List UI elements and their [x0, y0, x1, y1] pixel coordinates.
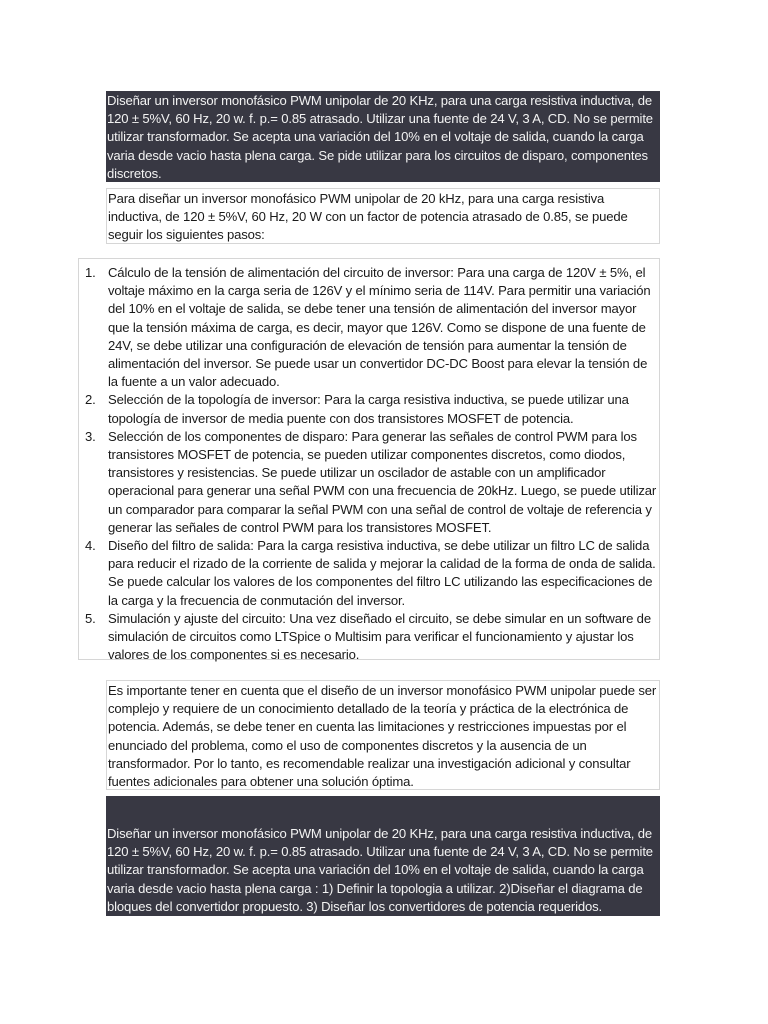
answer-intro-block — [106, 188, 660, 244]
note-block — [106, 680, 660, 790]
step-number: 3. — [85, 428, 96, 444]
step-item — [79, 537, 657, 610]
step-item — [79, 391, 657, 427]
step-item — [79, 610, 657, 665]
question-2-text: Diseñar un inversor monofásico PWM unipolar de 20 KHz, para una carga resistiva inductiva, de 120 ± 5%V, 60 Hz, 20 w. f. p.= 0.85 atrasado. Utilizar una fuente de 24 V, 3 A, CD. No se permite utilizar transformador. Se acepta una variación del 10% en el voltaje de salida, cuando la carga varia desde vacio hasta plena carga : 1) Definir la topologia a utilizar. 2)Diseñar el diagrama de bloques del convertidor propuesto. 3) Diseñar los convertidores de potencia requeridos. — [107, 826, 653, 914]
step-item — [79, 264, 657, 391]
step-number: 1. — [85, 265, 96, 280]
step-text: Selección de la topología de inversor: Para la carga resistiva inductiva, se puede utilizar una topología de inversor de media puente con dos transistores MOSFET de potencia. — [108, 392, 629, 426]
step-text: Diseño del filtro de salida: Para la carga resistiva inductiva, se debe utilizar un filtro LC de salida para reducir el rizado de la corriente de salida y mejorar la calidad de la forma de onda de salida. Se puede calcular los valores de los componentes del filtro LC utilizando las especificaciones de la carga y la frecuencia de conmutación del inversor. — [108, 538, 656, 608]
question-1-text: Diseñar un inversor monofásico PWM unipolar de 20 KHz, para una carga resistiva inductiva, de 120 ± 5%V, 60 Hz, 20 w. f. p.= 0.85 atrasado. Utilizar una fuente de 24 V, 3 A, CD. No se permite utilizar transformador. Se acepta una variación del 10% en el voltaje de salida, cuando la carga varia desde vacio hasta plena carga. Se pide utilizar para los circuitos de disparo, componentes discretos. — [107, 93, 653, 181]
step-number: 2. — [85, 392, 96, 408]
step-text: Cálculo de la tensión de alimentación del circuito de inversor: Para una carga de 120V ± 5%, el voltaje máximo en la carga seria de 126V y el mínimo seria de 114V. Para permitir una variación del 10% en el voltaje de salida, se debe tener una tensión de alimentación del inversor mayor que la tensión máxima de carga, es decir, mayor que 126V. Como se dispone de una fuente de 24V, se debe utilizar una configuración de elevación de tensión para aumentar la tensión de alimentación del inversor. Se puede usar un convertidor DC-DC Boost para elevar la tensión de la fuente a un valor adecuado. — [108, 265, 651, 390]
step-item — [79, 428, 657, 537]
step-number: 5. — [85, 610, 96, 626]
steps-block — [78, 258, 660, 663]
step-text: Selección de los componentes de disparo: Para generar las señales de control PWM para los transistores MOSFET de potencia, se pueden utilizar componentes discretos, como diodos, transistores y resistencias. Se puede utilizar un oscilador de astable con un amplificador operacional para generar una señal PWM con una frecuencia de 20kHz. Luego, se puede utilizar un comparador para comparar la señal PWM con una señal de control de voltaje de referencia y generar las señales de control PWM para los transistores MOSFET. — [108, 428, 657, 535]
note-text: Es importante tener en cuenta que el diseño de un inversor monofásico PWM unipolar puede ser complejo y requiere de un conocimiento detallado de la teoría y práctica de la electrónica de potencia. Además, se debe tener en cuenta las limitaciones y restricciones impuestas por el enunciado del problema, como el uso de componentes discretos y la ausencia de un transformador. Por lo tanto, es recomendable realizar una investigación adicional y consultar fuentes adicionales para obtener una solución óptima. — [108, 683, 657, 790]
question-2-block — [106, 796, 660, 916]
steps-list — [79, 264, 657, 664]
step-number: 4. — [85, 538, 96, 554]
answer-intro-text: Para diseñar un inversor monofásico PWM unipolar de 20 kHz, para una carga resistiva inductiva, de 120 ± 5%V, 60 Hz, 20 W con un factor de potencia atrasado de 0.85, se puede seguir los siguientes pasos: — [108, 191, 628, 243]
question-1-block — [106, 91, 660, 182]
step-text: Simulación y ajuste del circuito: Una vez diseñado el circuito, se debe simular en un software de simulación de circuitos como LTSpice o Multisim para verificar el funcionamiento y ajustar los valores de los componentes si es necesario. — [108, 610, 651, 663]
